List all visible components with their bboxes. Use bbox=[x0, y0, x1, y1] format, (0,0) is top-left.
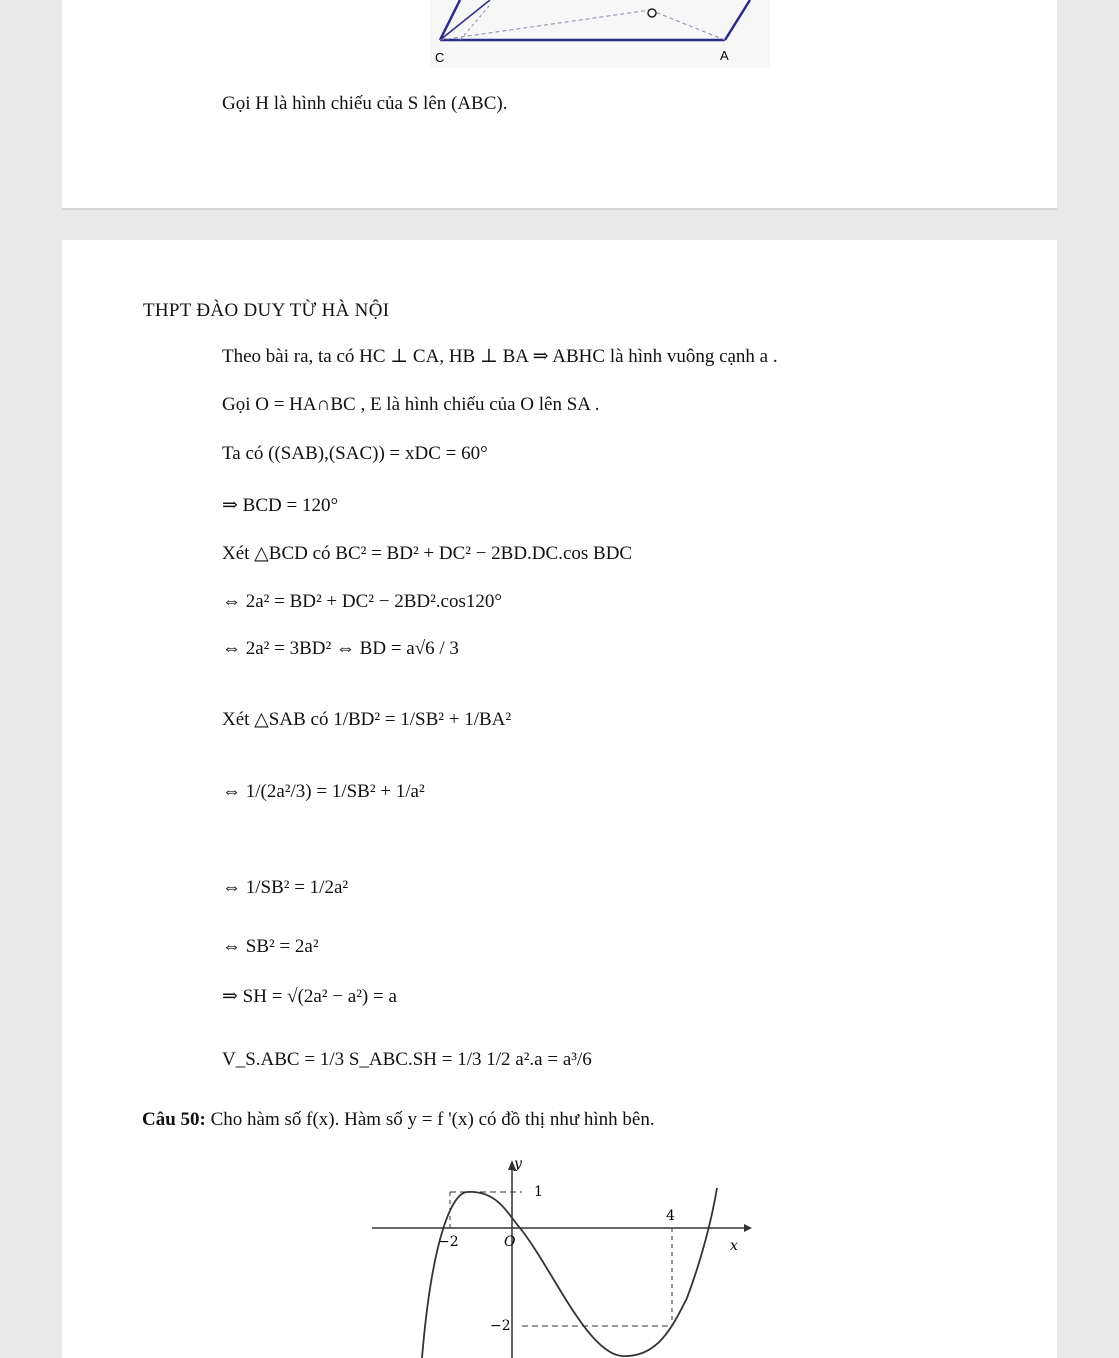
solution-line-6: ⇔ 2a² = BD² + DC² − 2BD².cos120° bbox=[222, 591, 502, 612]
solution-line-4: ⇒ BCD = 120° bbox=[222, 495, 339, 516]
tick-1: 1 bbox=[534, 1184, 543, 1200]
pyramid-figure bbox=[430, 0, 770, 68]
school-header: THPT ĐÀO DUY TỪ HÀ NỘI bbox=[143, 300, 390, 321]
graph-y-label: y bbox=[514, 1158, 522, 1172]
derivative-graph bbox=[372, 1158, 752, 1358]
solution-line-5: Xét △BCD có BC² = BD² + DC² − 2BD.DC.cos BDC bbox=[222, 543, 633, 564]
graph-origin: O bbox=[504, 1234, 516, 1250]
solution-line-8: Xét △SAB có 1/BD² = 1/SB² + 1/BA² bbox=[222, 709, 512, 730]
question-text: Cho hàm số f(x). Hàm số y = f '(x) có đồ thị như hình bên. bbox=[210, 1109, 655, 1130]
page-divider bbox=[62, 208, 1057, 210]
label-a: A bbox=[720, 48, 729, 63]
tick-neg2-y: −2 bbox=[490, 1318, 511, 1334]
solution-line-3: Ta có ((SAB),(SAC)) = xDC = 60° bbox=[222, 443, 488, 464]
label-c: C bbox=[435, 50, 445, 65]
solution-line-2: Gọi O = HA∩BC , E là hình chiếu của O lên SA . bbox=[222, 394, 600, 415]
tick-neg2-x: −2 bbox=[438, 1234, 459, 1250]
tick-4: 4 bbox=[666, 1208, 675, 1224]
question-50 bbox=[142, 1108, 655, 1132]
solution-line-10: ⇔ 1/SB² = 1/2a² bbox=[222, 877, 349, 898]
solution-line-11: ⇔ SB² = 2a² bbox=[222, 936, 319, 957]
line-h-projection: Gọi H là hình chiếu của S lên (ABC). bbox=[222, 93, 508, 114]
page-1 bbox=[62, 0, 1057, 208]
solution-line-1: Theo bài ra, ta có HC ⊥ CA, HB ⊥ BA ⇒ ABHC là hình vuông cạnh a . bbox=[222, 346, 778, 367]
solution-line-13: V_S.ABC = 1/3 S_ABC.SH = 1/3 1/2 a².a = a³/6 bbox=[222, 1049, 592, 1070]
graph-x-label: x bbox=[730, 1238, 738, 1254]
solution-line-9: ⇔ 1/(2a²/3) = 1/SB² + 1/a² bbox=[222, 781, 425, 802]
page-2 bbox=[62, 240, 1057, 1358]
question-label: Câu 50: bbox=[142, 1109, 206, 1130]
solution-line-7: ⇔ 2a² = 3BD² ⇔ BD = a√6 / 3 bbox=[222, 638, 459, 659]
solution-line-12: ⇒ SH = √(2a² − a²) = a bbox=[222, 986, 397, 1007]
